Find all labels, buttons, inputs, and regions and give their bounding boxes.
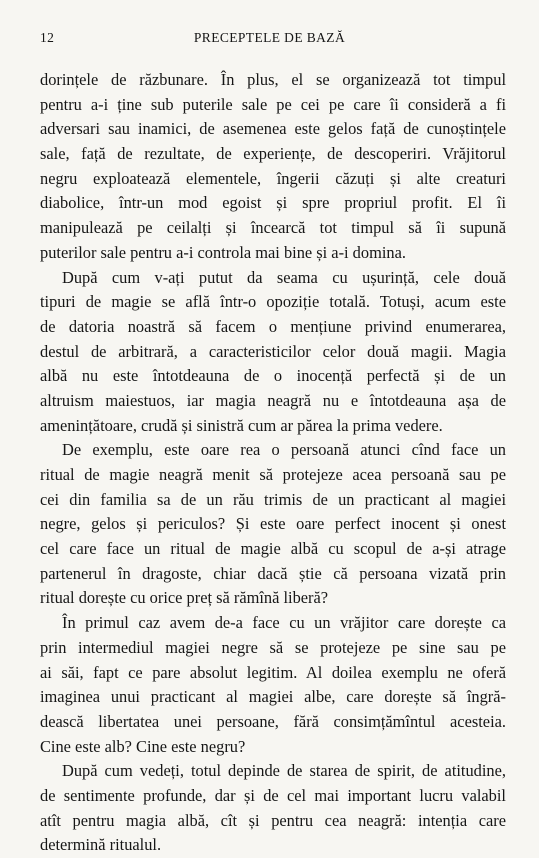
- paragraph: [40, 266, 506, 439]
- text-line: albă nu este întotdeauna de o inocență perfectă și de un: [40, 366, 506, 386]
- text-line: După cum v-ați putut da seama cu ușurință, cele două: [62, 267, 506, 287]
- paragraph: [40, 759, 506, 858]
- text-line: manipulează pe ceilalți și încearcă tot timpul să îi supună: [40, 218, 506, 238]
- text-line: pentru a-i ține sub puterile sale pe cei pe care îi consideră a fi: [40, 94, 506, 114]
- text-line: ritual dorește cu orice preț să rămînă liberă?: [40, 588, 329, 608]
- text-line: adversari sau inamici, de asemenea este gelos față de cunoștințele: [40, 119, 506, 139]
- text-line: de datoria noastră să facem o mențiune privind enumerarea,: [40, 316, 506, 336]
- text-line: de sentimente profunde, dar și de cel mai important lucru valabil: [40, 785, 506, 805]
- paragraph: [40, 68, 506, 266]
- paragraph: [40, 438, 506, 611]
- text-line: altruism maiestuos, iar magia neagră nu e întotdeauna așa de: [40, 390, 506, 410]
- text-line: amenințătoare, crudă și sinistră cum ar părea la prima vedere.: [40, 415, 443, 435]
- text-line: partenerul în dragoste, chiar dacă știe că persoana vizată prin: [40, 563, 506, 583]
- text-line: dească libertatea unei persoane, fără consimțămîntul acesteia.: [40, 711, 506, 731]
- text-line: puterilor sale pentru a-i controla mai bine și a-i domina.: [40, 242, 406, 262]
- text-line: destul de arbitrară, a caracteristicilor celor două magii. Magia: [40, 341, 506, 361]
- text-line: Cine este alb? Cine este negru?: [40, 736, 246, 756]
- text-line: sale, față de rezultate, de experiențe, de descoperiri. Vrăjitorul: [40, 144, 506, 164]
- text-line: cel care face un ritual de magie albă cu scopul de a-și atrage: [40, 539, 506, 559]
- text-line: cei din familia sa de un rău trimis de un practicant al magiei: [40, 489, 506, 509]
- text-line: tipuri de magie se află într-o opoziție totală. Totuși, acum este: [40, 292, 506, 312]
- page-number: 12: [40, 30, 55, 45]
- text-line: determină ritualul.: [40, 835, 162, 855]
- text-line: diabolice, într-un mod egoist și spre propriul profit. El îi: [40, 193, 506, 213]
- text-line: În primul caz avem de-a face cu un vrăjitor care dorește ca: [62, 613, 506, 633]
- text-line: De exemplu, este oare rea o persoană atunci cînd face un: [62, 440, 506, 460]
- text-line: ritual de magie neagră menit să protejeze acea persoană sau pe: [40, 465, 506, 484]
- text-line: imaginea unui practicant al magiei albe, care dorește să îngră-: [40, 687, 506, 707]
- running-head: PRECEPTELE DE BAZĂ: [193, 30, 346, 45]
- text-line: prin intermediul magiei negre să se protejeze pe sine sau pe: [40, 637, 506, 657]
- text-line: dorințele de răzbunare. În plus, el se organizează tot timpul: [40, 70, 506, 89]
- body-text: [40, 68, 506, 858]
- page-header: [40, 30, 499, 50]
- text-line: ai săi, fapt ce pare absolut legitim. Al doilea exemplu ne oferă: [40, 662, 506, 682]
- text-line: După cum vedeți, totul depinde de starea de spirit, de atitudine,: [62, 761, 506, 781]
- text-line: atît pentru magia albă, cît și pentru cea neagră: intenția care: [40, 810, 506, 830]
- text-line: negru exploatează elementele, îngerii căzuți și alte creaturi: [40, 168, 506, 188]
- text-line: negre, gelos și periculos? Și este oare perfect inocent și onest: [40, 514, 506, 534]
- paragraph: [40, 611, 506, 759]
